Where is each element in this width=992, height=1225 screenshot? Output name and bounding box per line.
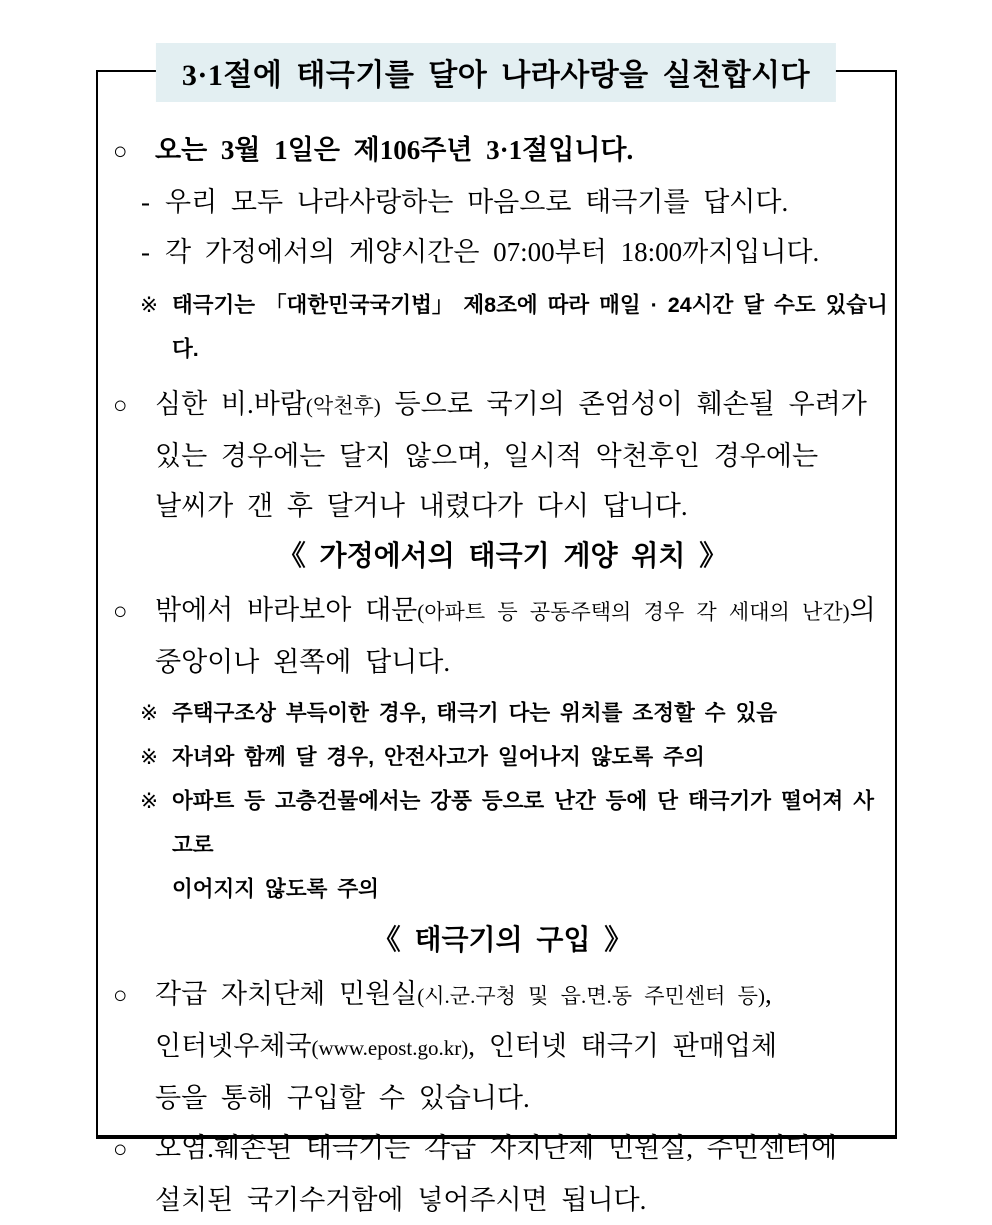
disposal-line-2-text: 설치된 국기수거함에 넣어주시면 됩니다. bbox=[155, 1185, 647, 1215]
intro-heading-text: 오는 3월 1일은 제106주년 3·1절입니다. bbox=[155, 135, 634, 165]
purchase-epost-rest: , 인터넷 태극기 판매업체 bbox=[468, 1031, 778, 1061]
intro-legal-note bbox=[140, 283, 892, 371]
purchase-epost-url: (www.epost.go.kr) bbox=[311, 1036, 469, 1060]
weather-text-paren: (악천후) bbox=[305, 394, 381, 418]
circle-bullet-icon: ○ bbox=[113, 1137, 128, 1163]
location-note-3-continued: 이어지지 않도록 주의 bbox=[172, 877, 379, 901]
purchase-epost-main: 인터넷우체국 bbox=[155, 1031, 312, 1061]
weather-line-2-text: 있는 경우에는 달지 않으며, 일시적 악천후인 경우에는 bbox=[155, 441, 819, 471]
circle-bullet-icon: ○ bbox=[113, 139, 128, 165]
purchase-text-paren: (시.군.구청 및 읍.면.동 주민센터 등) bbox=[417, 984, 765, 1008]
location-note-2 bbox=[140, 735, 892, 779]
dash-icon: - bbox=[141, 187, 150, 217]
location-note-2-text: 자녀와 함께 달 경우, 안전사고가 일어나지 않도록 주의 bbox=[172, 745, 705, 769]
page-title: 3·1절에 태극기를 달아 나라사랑을 실천합시다 bbox=[181, 59, 811, 92]
disposal-line-2 bbox=[113, 1175, 892, 1225]
location-note-3-text: 아파트 등 고층건물에서는 강풍 등으로 난간 등에 단 태극기가 떨어져 사고로 bbox=[172, 789, 875, 857]
location-line-1 bbox=[113, 585, 892, 637]
disposal-line-1-text: 오염.훼손된 태극기는 각급 자치단체 민원실, 주민센터에 bbox=[155, 1133, 838, 1163]
weather-line-2 bbox=[113, 431, 892, 481]
intro-subitem-2-text: 각 가정에서의 게양시간은 07:00부터 18:00까지입니다. bbox=[165, 237, 820, 267]
purchase-line-2-text bbox=[113, 1021, 892, 1073]
intro-heading-line bbox=[113, 125, 892, 177]
location-note-1-text: 주택구조상 부득이한 경우, 태극기 다는 위치를 조정할 수 있음 bbox=[172, 701, 777, 725]
section-heading-purchase: 《 태극기의 구입 》 bbox=[372, 924, 633, 955]
dash-icon: - bbox=[141, 237, 150, 267]
document-body bbox=[113, 125, 892, 1225]
purchase-line-3-text: 등을 통해 구입할 수 있습니다. bbox=[155, 1083, 530, 1113]
intro-subitem-2 bbox=[141, 227, 892, 277]
section-heading-location: 《 가정에서의 태극기 게양 위치 》 bbox=[277, 540, 728, 571]
weather-line-3-text: 날씨가 갠 후 달거나 내렸다가 다시 답니다. bbox=[155, 491, 688, 521]
reference-mark-icon: ※ bbox=[140, 745, 159, 769]
weather-text-main: 심한 비.바람 bbox=[155, 389, 306, 419]
reference-mark-icon: ※ bbox=[140, 789, 159, 813]
title-banner bbox=[156, 43, 836, 102]
weather-line-3 bbox=[113, 481, 892, 531]
location-note-1 bbox=[140, 691, 892, 735]
location-line-1-text bbox=[155, 585, 892, 637]
location-text-rest: 의 bbox=[849, 595, 876, 625]
disposal-line-1 bbox=[113, 1123, 892, 1175]
circle-bullet-icon: ○ bbox=[113, 393, 128, 419]
weather-line-1-text bbox=[155, 379, 892, 431]
weather-text-rest: 등으로 국기의 존엄성이 훼손될 우려가 bbox=[380, 389, 867, 419]
circle-bullet-icon: ○ bbox=[113, 599, 128, 625]
location-line-2-text: 중앙이나 왼쪽에 답니다. bbox=[155, 647, 451, 677]
intro-subitem-1-text: 우리 모두 나라사랑하는 마음으로 태극기를 답시다. bbox=[165, 187, 789, 217]
location-line-2 bbox=[113, 637, 892, 687]
location-note-3 bbox=[140, 779, 892, 867]
intro-subitem-1 bbox=[141, 177, 892, 227]
purchase-text-rest: , bbox=[764, 979, 772, 1009]
reference-mark-icon: ※ bbox=[140, 701, 159, 725]
purchase-line-2 bbox=[113, 1021, 892, 1073]
location-text-paren: (아파트 등 공동주택의 경우 각 세대의 난간) bbox=[417, 600, 850, 624]
purchase-line-1 bbox=[113, 969, 892, 1021]
weather-line-1 bbox=[113, 379, 892, 431]
purchase-line-3 bbox=[113, 1073, 892, 1123]
intro-legal-note-text: 태극기는 「대한민국국기법」 제8조에 따라 매일 · 24시간 달 수도 있습니다. bbox=[172, 293, 888, 361]
location-text-main: 밖에서 바라보아 대문 bbox=[155, 595, 418, 625]
circle-bullet-icon: ○ bbox=[113, 983, 128, 1009]
reference-mark-icon: ※ bbox=[140, 293, 159, 317]
purchase-line-1-text bbox=[155, 969, 892, 1021]
purchase-text-main: 각급 자치단체 민원실 bbox=[155, 979, 418, 1009]
